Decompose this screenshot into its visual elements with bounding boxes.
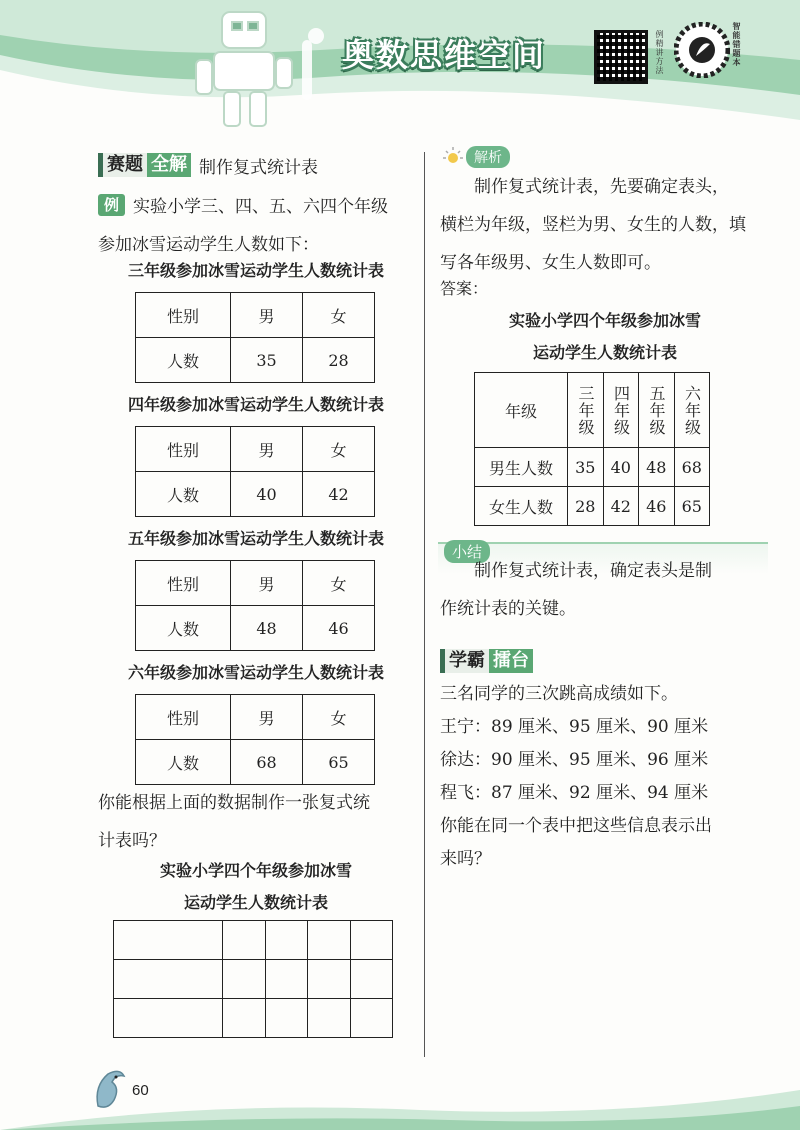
seal-qr-icon[interactable] [674,22,730,78]
blank-cell[interactable] [265,960,308,999]
table-cell: 48 [639,448,675,487]
table-cell: 35 [231,338,303,383]
section-tag: 全解 [147,153,191,177]
table-cell: 性别 [136,293,231,338]
example-badge: 例 [98,194,125,216]
blank-cell[interactable] [223,921,266,960]
question-line: 你能根据上面的数据制作一张复式统 [98,793,370,813]
table-cell: 女 [303,293,375,338]
grade-table [135,694,375,785]
practice-text [440,678,770,876]
section-subtitle: 制作复式统计表 [199,157,318,178]
section-header-practice [440,648,533,674]
grade-header-cell [639,373,675,448]
table-cell: 46 [303,606,375,651]
section-tag: 学霸 [440,649,489,673]
blank-cell[interactable] [308,999,351,1038]
page-number: 60 [132,1082,149,1099]
table-cell: 40 [231,472,303,517]
header-title: 奥数思维空间 [342,36,547,74]
blank-cell[interactable] [350,960,393,999]
grade-table [135,292,375,383]
blank-cell[interactable] [223,999,266,1038]
blank-cell[interactable] [308,960,351,999]
summary-line: 作统计表的关键。 [440,599,576,619]
practice-line: 三名同学的三次跳高成绩如下。 [440,684,678,704]
lightbulb-icon [440,146,466,168]
row-label-cell: 男生人数 [475,448,568,487]
table-cell: 男 [231,293,303,338]
qr-code-icon[interactable] [594,30,648,84]
analysis-label: 解析 [466,146,510,168]
blank-table-title: 实验小学四个年级参加冰雪 [159,861,352,880]
grade-label: 三年级 [576,384,596,436]
intro-line: 参加冰雪运动学生人数如下： [98,235,319,255]
grade-label: 四年级 [611,384,631,436]
summary-label: 小结 [444,540,490,563]
summary-text [440,552,770,628]
table-cell: 性别 [136,427,231,472]
grade-label: 六年级 [682,384,702,436]
table-title: 五年级参加冰雪运动学生人数统计表 [127,529,384,548]
table-cell: 人数 [136,338,231,383]
table-cell: 42 [603,487,639,526]
practice-line: 王宁：89 厘米、95 厘米、90 厘米 [440,717,709,737]
table-cell: 人数 [136,472,231,517]
table-cell: 女 [303,695,375,740]
question-line: 计表吗？ [98,831,166,851]
practice-line: 程飞：87 厘米、92 厘米、94 厘米 [440,783,709,803]
analysis-line: 横栏为年级，竖栏为男、女生的人数，填 [440,215,746,235]
table-cell: 40 [603,448,639,487]
practice-line: 你能在同一个表中把这些信息表示出 [440,816,712,836]
blank-cell[interactable] [308,921,351,960]
grade-label: 五年级 [647,384,667,436]
blank-answer-table[interactable] [113,920,393,1038]
table-cell: 女 [303,427,375,472]
example-intro [98,188,418,264]
table-cell: 女 [303,561,375,606]
grade-table [135,560,375,651]
table-cell: 65 [303,740,375,785]
grade-table [135,426,375,517]
answer-table [474,372,710,526]
analysis-header [440,146,510,168]
section-tag: 擂台 [489,649,533,673]
table-cell: 性别 [136,561,231,606]
blank-cell[interactable] [265,921,308,960]
blank-cell[interactable] [350,921,393,960]
dolphin-icon [90,1066,130,1112]
table-cell: 68 [231,740,303,785]
blank-cell[interactable] [114,921,223,960]
blank-cell[interactable] [223,960,266,999]
table-cell: 人数 [136,740,231,785]
table-title: 六年级参加冰雪运动学生人数统计表 [127,663,384,682]
blank-cell[interactable] [350,999,393,1038]
table-cell: 65 [674,487,710,526]
row-label-cell: 女生人数 [475,487,568,526]
answer-table-title: 实验小学四个年级参加冰雪 [508,311,701,330]
blank-cell[interactable] [114,999,223,1038]
table-cell: 性别 [136,695,231,740]
table-cell: 35 [568,448,604,487]
practice-line: 徐达：90 厘米、95 厘米、96 厘米 [440,750,709,770]
table-title: 四年级参加冰雪运动学生人数统计表 [127,395,384,414]
intro-line [98,188,418,226]
intro-text: 实验小学三、四、五、六四个年级 [133,197,389,217]
table-cell: 46 [639,487,675,526]
analysis-line: 制作复式统计表，先要确定表头， [474,177,729,197]
grade-header-cell [603,373,639,448]
section-tag: 赛题 [98,153,147,177]
answer-table-title: 运动学生人数统计表 [532,343,677,362]
grade-header-cell [568,373,604,448]
blank-cell[interactable] [114,960,223,999]
section-header-problem [98,152,318,178]
qr-caption: 例精讲方法 [655,30,664,75]
table-cell: 人数 [136,606,231,651]
table-cell: 男 [231,695,303,740]
blank-table-title: 运动学生人数统计表 [183,893,328,912]
question-text [98,784,420,860]
table-cell: 28 [568,487,604,526]
column-divider [424,152,425,1057]
analysis-line: 写各年级男、女生人数即可。 [440,253,661,273]
table-cell: 42 [303,472,375,517]
table-cell: 男 [231,427,303,472]
table-cell: 68 [674,448,710,487]
blank-cell[interactable] [265,999,308,1038]
table-cell: 48 [231,606,303,651]
qr-caption: 智能错题本 [732,22,742,67]
table-cell: 28 [303,338,375,383]
answer-label: 答案： [440,279,489,298]
corner-cell: 年级 [475,373,568,448]
table-cell: 男 [231,561,303,606]
table-title: 三年级参加冰雪运动学生人数统计表 [127,261,384,280]
analysis-text [440,168,770,282]
practice-line: 来吗？ [440,849,491,869]
grade-header-cell [674,373,710,448]
summary-line: 制作复式统计表，确定表头是制 [474,561,712,581]
